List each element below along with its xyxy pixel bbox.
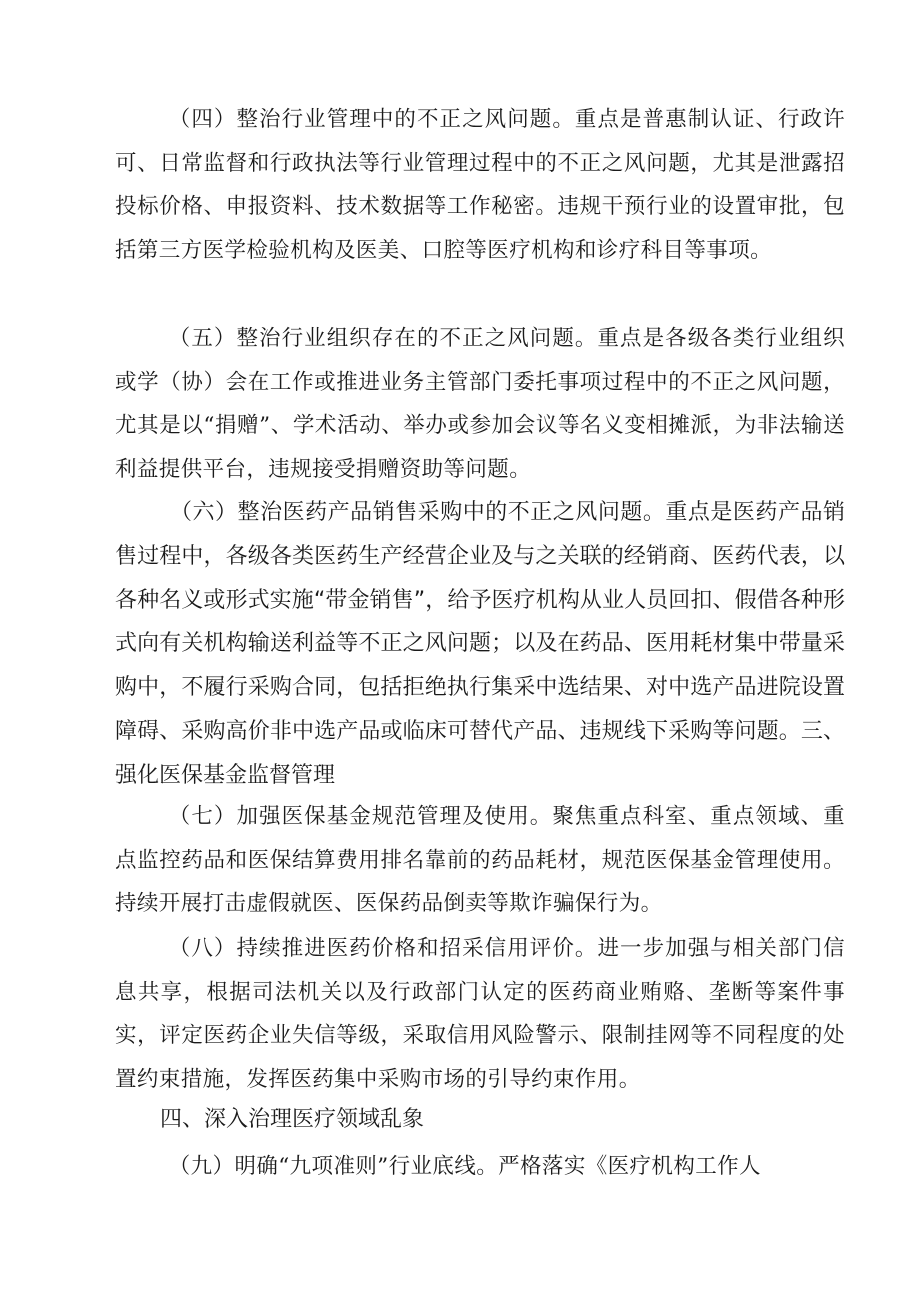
paragraph-7: （七）加强医保基金规范管理及使用。聚焦重点科室、重点领域、重点监控药品和医保结算费用排名靠前的药品耗材，规范医保基金管理使用。持续开展打击虚假就医、医保药品倒卖等欺诈骗保行为。	[115, 804, 845, 917]
paragraph-4: （四）整治行业管理中的不正之风问题。重点是普惠制认证、行政许可、日常监督和行政执法等行业管理过程中的不正之风问题，尤其是泄露招投标价格、申报资料、技术数据等工作秘密。违规干预行业的设置审批，包括第三方医学检验机构及医美、口腔等医疗机构和诊疗科目等事项。	[115, 107, 845, 263]
paragraph-9: （九）明确“九项准则”行业底线。严格落实《医疗机构工作人	[168, 1154, 761, 1179]
paragraph-5: （五）整治行业组织存在的不正之风问题。重点是各级各类行业组织或学（协）会在工作或推进业务主管部门委托事项过程中的不正之风问题，尤其是以“捐赠”、学术活动、举办或参加会议等名义变相摊派，为非法输送利益提供平台，违规接受捐赠资助等问题。	[115, 326, 845, 482]
section-heading-4: 四、深入治理医疗领域乱象	[160, 1107, 425, 1132]
paragraph-6: （六）整治医药产品销售采购中的不正之风问题。重点是医药产品销售过程中，各级各类医药生产经营企业及与之关联的经销商、医药代表，以各种名义或形式实施“带金销售”，给予医疗机构从业人员回扣、假借各种形式向有关机构输送利益等不正之风问题；以及在药品、医用耗材集中带量采购中，不履行采购合同，包括拒绝执行集采中选结果、对中选产品进院设置障碍、采购高价非中选产品或临床可替代产品、违规线下采购等问题。三、强化医保基金监督管理	[115, 500, 845, 788]
paragraph-8: （八）持续推进医药价格和招采信用评价。进一步加强与相关部门信息共享，根据司法机关以及行政部门认定的医药商业贿赂、垄断等案件事实，评定医药企业失信等级，采取信用风险警示、限制挂网等不同程度的处置约束措施，发挥医药集中采购市场的引导约束作用。	[115, 936, 845, 1092]
